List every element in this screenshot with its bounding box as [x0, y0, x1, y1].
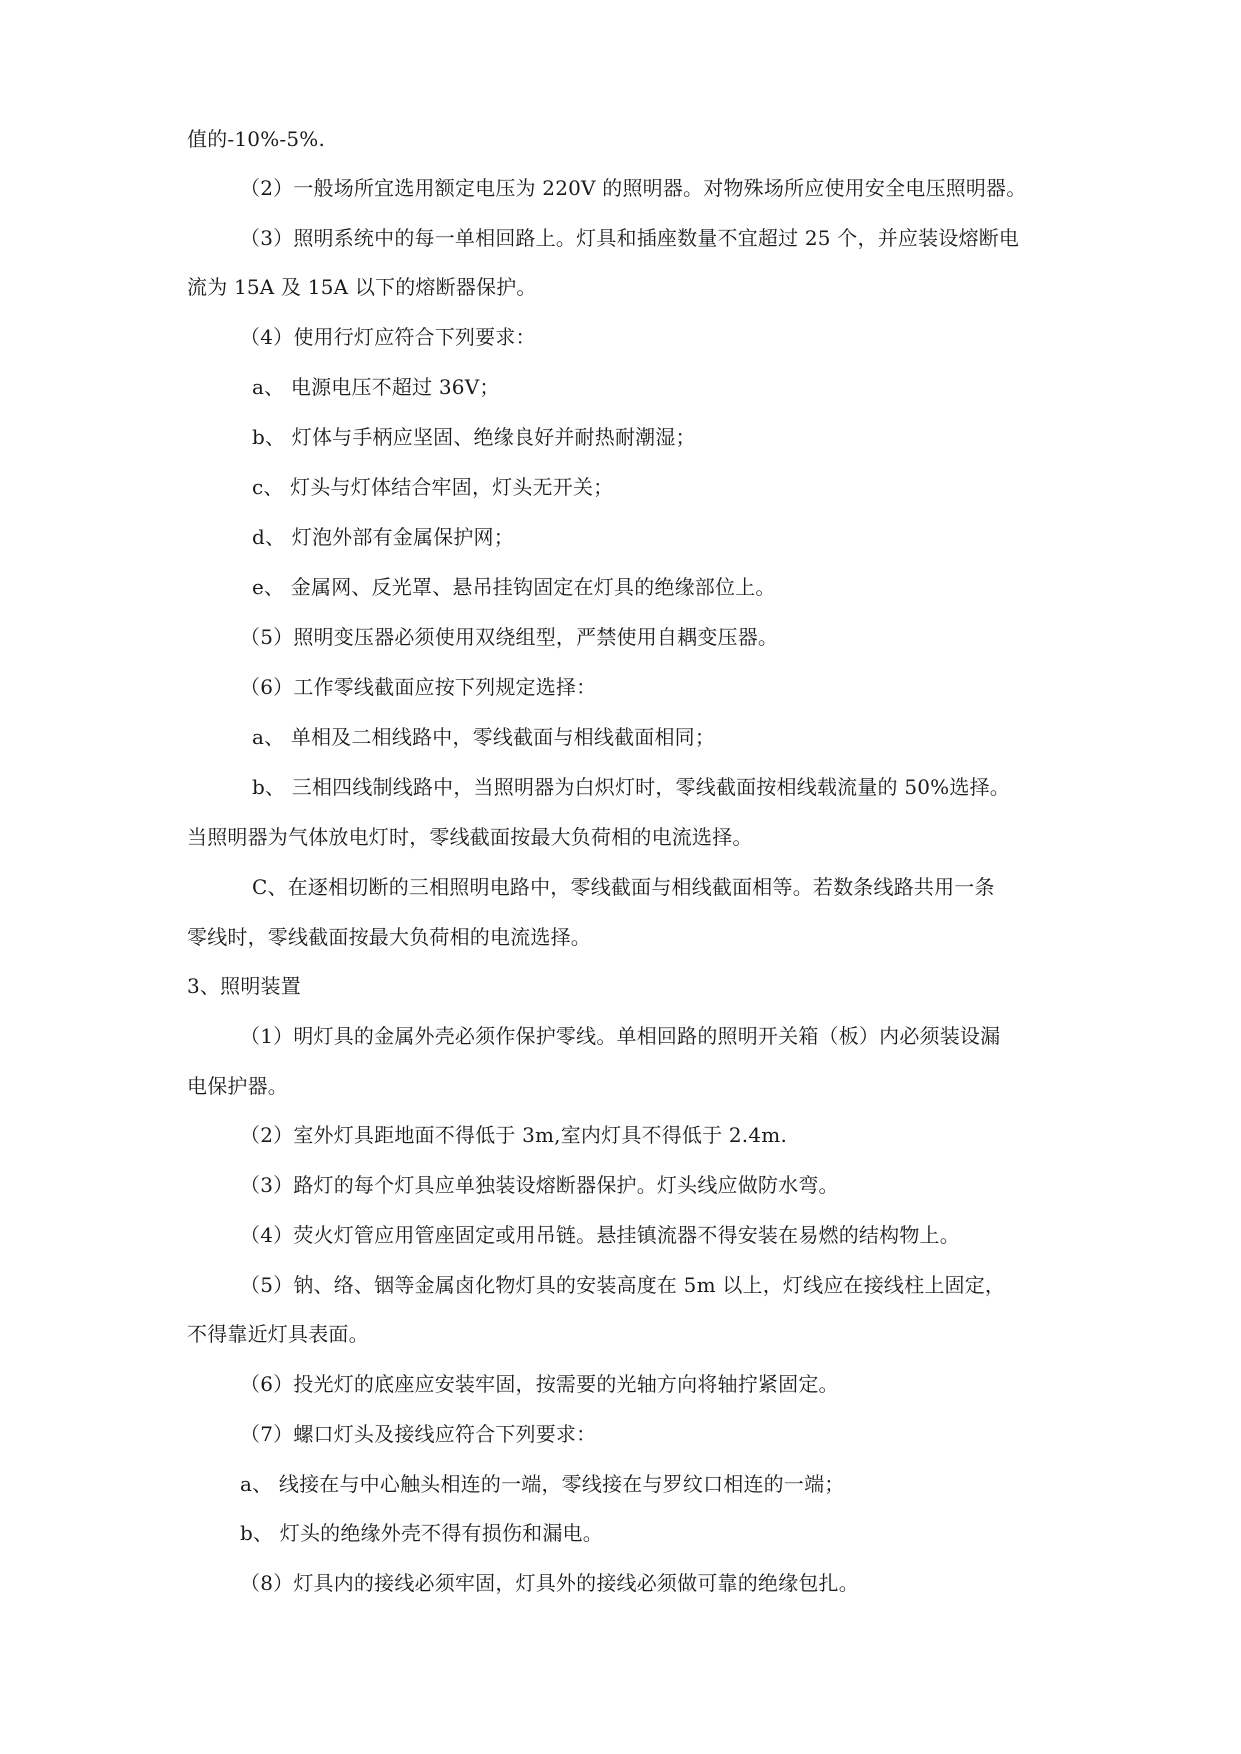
- text-line: （1）明灯具的金属外壳必须作保护零线。单相回路的照明开关箱（板）内必须装设漏: [240, 1024, 1001, 1048]
- text-line: （4）使用行灯应符合下列要求：: [240, 325, 536, 349]
- text-line: 不得靠近灯具表面。: [187, 1322, 369, 1346]
- text-line: （6）投光灯的底座应安装牢固，按需要的光轴方向将轴拧紧固定。: [240, 1372, 839, 1396]
- text-line: b、 灯头的绝缘外壳不得有损伤和漏电。: [240, 1521, 603, 1545]
- text-line: e、 金属网、反光罩、悬吊挂钩固定在灯具的绝缘部位上。: [252, 575, 776, 599]
- text-line: c、 灯头与灯体结合牢固，灯头无开关；: [252, 475, 614, 499]
- text-line: b、 三相四线制线路中，当照明器为白炽灯时，零线截面按相线载流量的 50%选择。: [252, 775, 1010, 799]
- text-line: 值的-10%-5%.: [187, 127, 326, 151]
- text-line: b、 灯体与手柄应坚固、绝缘良好并耐热耐潮湿；: [252, 425, 696, 449]
- text-line: （3）照明系统中的每一单相回路上。灯具和插座数量不宜超过 25 个，并应装设熔断电: [240, 226, 1020, 250]
- text-line: C、在逐相切断的三相照明电路中，零线截面与相线截面相等。若数条线路共用一条: [252, 875, 995, 899]
- text-line: （4）荧火灯管应用管座固定或用吊链。悬挂镇流器不得安装在易燃的结构物上。: [240, 1223, 960, 1247]
- text-line: （2）一般场所宜选用额定电压为 220V 的照明器。对物殊场所应使用安全电压照明器。: [240, 176, 1027, 200]
- text-line: （6）工作零线截面应按下列规定选择：: [240, 675, 597, 699]
- text-line: （7）螺口灯头及接线应符合下列要求：: [240, 1422, 597, 1446]
- text-line: （3）路灯的每个灯具应单独装设熔断器保护。灯头线应做防水弯。: [240, 1173, 839, 1197]
- text-line: （2）室外灯具距地面不得低于 3m,室内灯具不得低于 2.4m.: [240, 1123, 788, 1147]
- text-line: 当照明器为气体放电灯时，零线截面按最大负荷相的电流选择。: [187, 825, 753, 849]
- text-line: 流为 15A 及 15A 以下的熔断器保护。: [187, 275, 537, 299]
- text-line: 电保护器。: [187, 1074, 288, 1098]
- text-line: （5）钠、络、铟等金属卤化物灯具的安装高度在 5m 以上，灯线应在接线柱上固定，: [240, 1273, 1006, 1297]
- section-heading: 3、照明装置: [187, 974, 301, 998]
- text-line: d、 灯泡外部有金属保护网；: [252, 525, 514, 549]
- text-line: a、 线接在与中心触头相连的一端，零线接在与罗纹口相连的一端；: [240, 1472, 845, 1496]
- text-line: 零线时，零线截面按最大负荷相的电流选择。: [187, 925, 591, 949]
- text-line: （8）灯具内的接线必须牢固，灯具外的接线必须做可靠的绝缘包扎。: [240, 1571, 859, 1595]
- text-line: a、 电源电压不超过 36V；: [252, 375, 500, 399]
- text-line: a、 单相及二相线路中，零线截面与相线截面相同；: [252, 725, 716, 749]
- text-line: （5）照明变压器必须使用双绕组型，严禁使用自耦变压器。: [240, 625, 779, 649]
